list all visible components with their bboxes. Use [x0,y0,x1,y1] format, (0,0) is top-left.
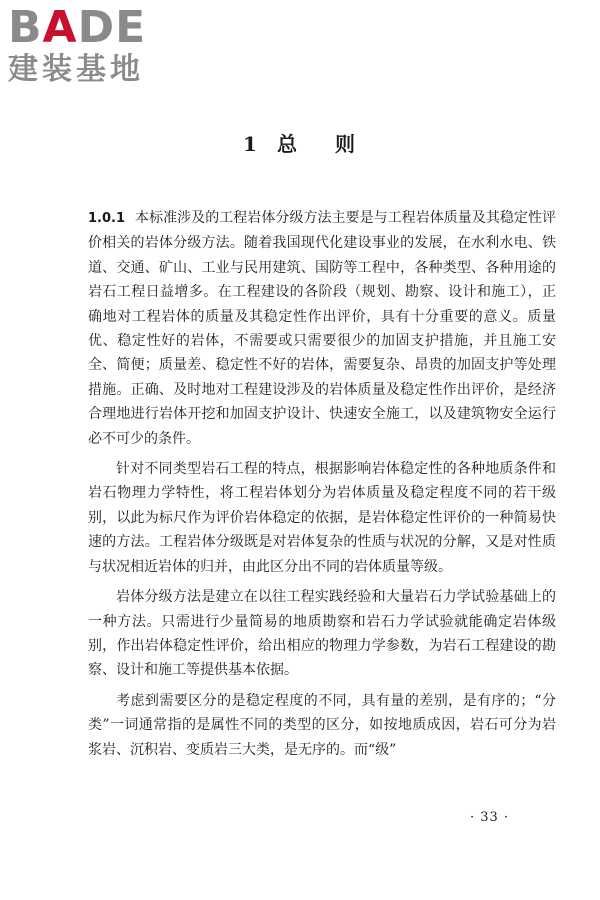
paragraph-1 [88,206,556,451]
logo-letter-a-accent: A [42,2,78,53]
body-text [88,206,556,768]
bade-logo [8,2,178,96]
logo-letter-b: B [8,2,43,53]
paragraph-2: 针对不同类型岩石工程的特点，根据影响岩体稳定性的各种地质条件和岩石物理力学特性，将工程岩体划分为岩体质量及稳定程度不同的若干级别，以此为标尺作为评价岩体稳定的依据，是岩体稳定性评价的一种简易快速的方法。工程岩体分级既是对岩体复杂的性质与状况的分解，又是对性质与状况相近岩体的归并，由此区分出不同的岩体质量等级。 [88,461,556,575]
chapter-number: 1 [243,132,259,156]
paragraph-3: 岩体分级方法是建立在以往工程实践经验和大量岩石力学试验基础上的一种方法。只需进行少量简易的地质勘察和岩石力学试验就能确定岩体级别，作出岩体稳定性评价，给出相应的物理力学参数，为岩石工程建设的勘察、设计和施工等提供基本依据。 [88,589,556,679]
paragraph-1-text: 本标准涉及的工程岩体分级方法主要是与工程岩体质量及其稳定性评价相关的岩体分级方法。随着我国现代化建设事业的发展，在水利水电、铁道、交通、矿山、工业与民用建筑、国防等工程中，各种类型、各种用途的岩石工程日益增多。在工程建设的各阶段（规划、勘察、设计和施工），正确地对工程岩体的质量及其稳定性作出评价，具有十分重要的意义。质量优、稳定性好的岩体，不需要或只需要很少的加固支护措施，并且施工安全、简便；质量差、稳定性不好的岩体，需要复杂、昂贵的加固支护等处理措施。正确、及时地对工程建设涉及的岩体质量及稳定性作出评价，是经济合理地进行岩体开挖和加固支护设计、快速安全施工，以及建筑物安全运行必不可少的条件。 [88,210,556,447]
clause-number: 1.0.1 [88,211,126,226]
chapter-title-char-2: 则 [334,132,357,156]
paragraph-4: 考虑到需要区分的是稳定程度的不同，具有量的差别，是有序的；“分类”一词通常指的是属性不同的类型的区分，如按地质成因，岩石可分为岩浆岩、沉积岩、变质岩三大类，是无序的。而“级” [88,692,556,758]
logo-wordmark [8,2,178,53]
logo-subtitle: 建装基地 [8,52,144,87]
chapter-title [0,128,600,157]
chapter-title-char-1: 总 [276,132,299,156]
logo-letters-de: DE [77,2,147,53]
page-number: · 33 · [470,810,510,825]
